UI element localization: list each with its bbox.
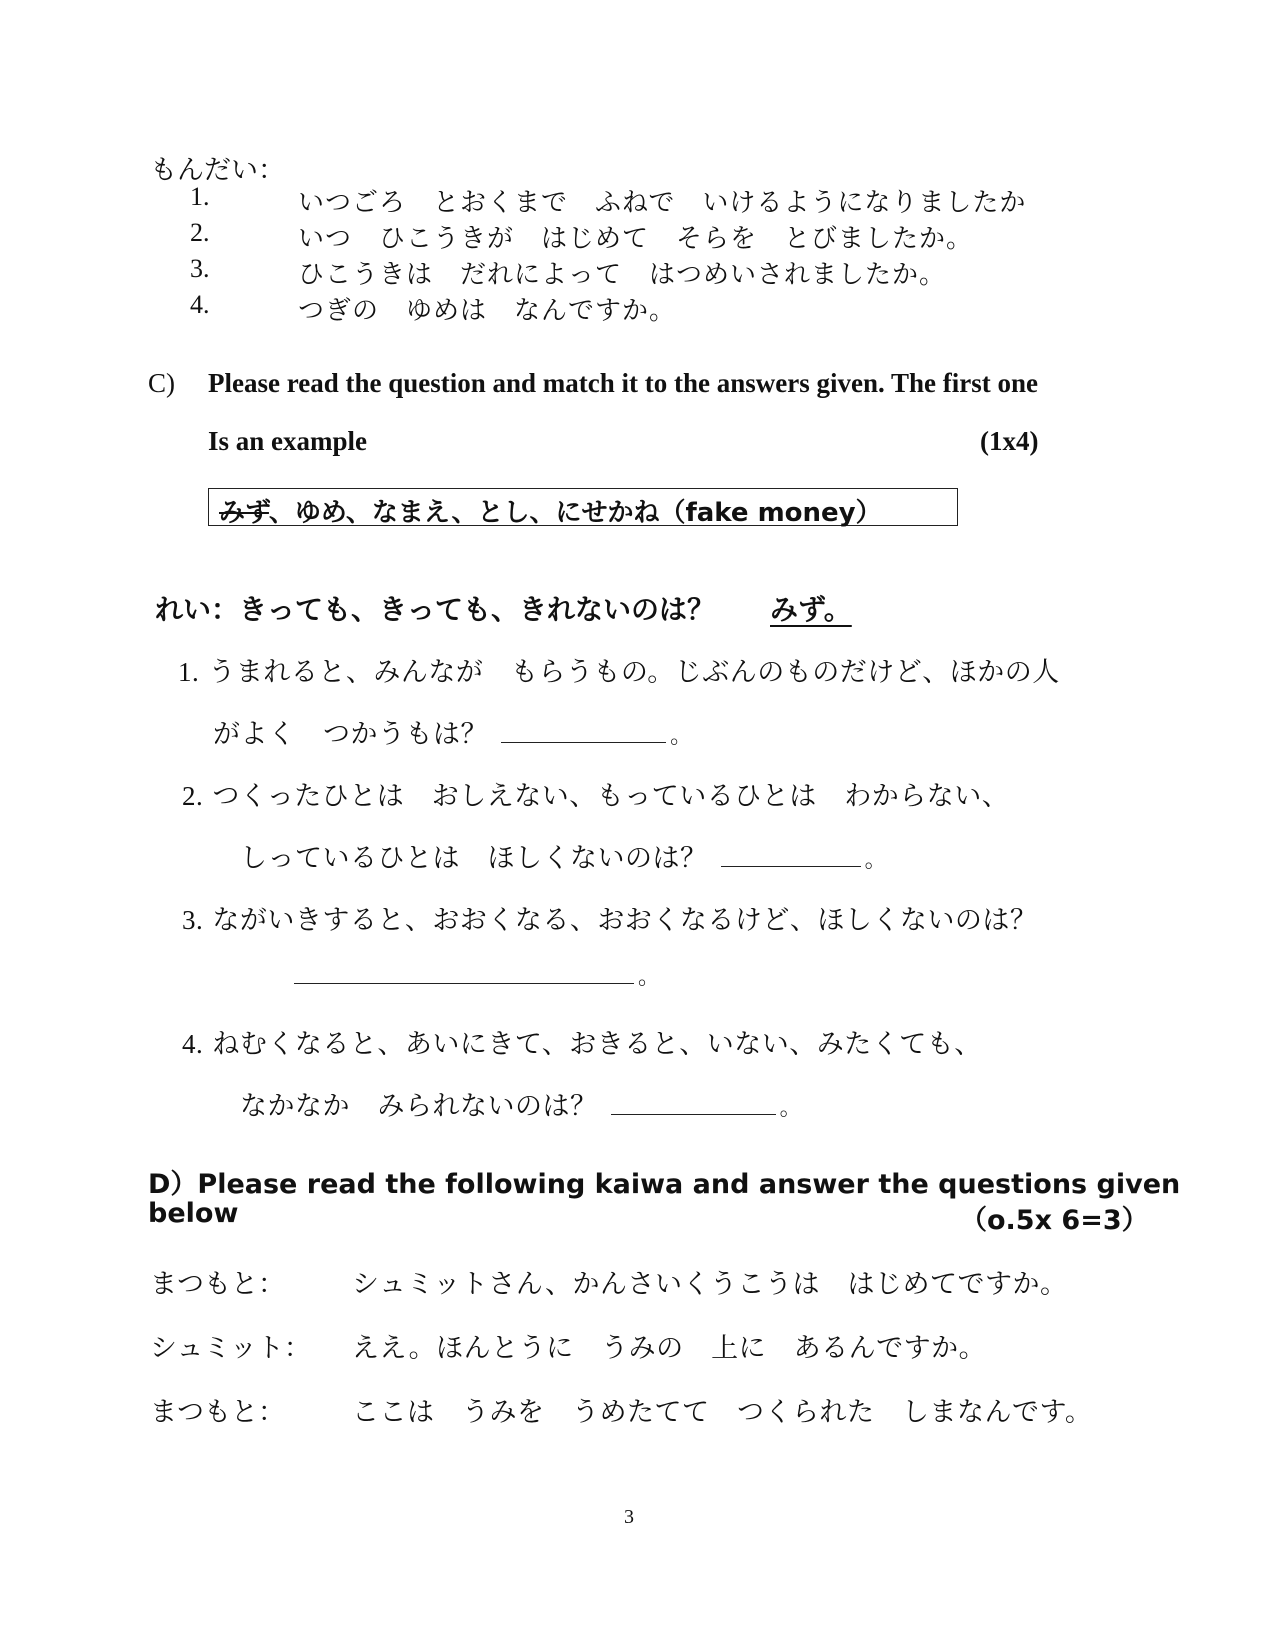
answer-blank[interactable] [721, 852, 861, 867]
section-d-instruction: D）Please read the following kaiwa and answer the questions given [148, 1169, 1181, 1200]
word-bank [219, 492, 882, 529]
dialogue-speaker: まつもと： [150, 1269, 285, 1300]
section-d-instruction-continued: below [148, 1198, 239, 1229]
struck-example-word: みず [219, 498, 269, 528]
riddle-text: ながいきすると、おおくなる、おおくなるけど、ほしくないのは？ [212, 905, 1038, 936]
question-number: 1. [190, 182, 210, 211]
riddle-text: つくったひとは おしえない、もっているひとは わからない、 [212, 781, 1010, 812]
riddle-text: ねむくなると、あいにきて、おきると、いない、みたくても、 [212, 1029, 982, 1060]
example-answer: みず。 [770, 593, 852, 626]
dialogue-line: ここは うみを うめたてて つくられた しまなんです。 [352, 1397, 1093, 1428]
riddle-1 [178, 650, 1060, 689]
riddle-3-continued [290, 960, 661, 991]
example-prompt: れい：きっても、きっても、きれないのは？ [155, 593, 716, 626]
page-number: 3 [624, 1506, 634, 1528]
question-number: 3. [190, 254, 210, 283]
question-text: いつごろ とおくまで ふねで いけるようになりましたか [298, 188, 1027, 218]
riddle-2-continued [240, 836, 887, 875]
dialogue-line: ええ。ほんとうに うみの 上に あるんですか。 [352, 1333, 987, 1364]
riddle-3 [182, 898, 1037, 937]
question-number: 4. [190, 290, 210, 319]
riddle-4-continued [240, 1084, 802, 1123]
dialogue-line: シュミットさん、かんさいくうこうは はじめてですか。 [352, 1269, 1068, 1300]
word-bank-words: 、ゆめ、なまえ、とし、にせかね（fake money） [268, 498, 882, 528]
answer-blank[interactable] [294, 969, 634, 984]
riddle-end: 。 [670, 724, 693, 749]
riddle-end: 。 [864, 848, 888, 873]
section-c-letter: C) [148, 368, 175, 398]
answer-blank[interactable] [501, 728, 666, 743]
section-c-instruction-continued: Is an example [208, 426, 368, 456]
section-d-marks: （o.5x 6=3） [960, 1205, 1149, 1236]
riddle-text: うまれると、みんなが もらうもの。じぶんのものだけど、ほかの人 [208, 657, 1060, 688]
riddle-number: 4. [182, 1029, 204, 1059]
riddle-4 [182, 1022, 982, 1061]
dialogue-speaker: シュミット： [150, 1333, 311, 1364]
riddle-1-continued [213, 712, 693, 751]
riddle-end: 。 [638, 965, 661, 990]
riddle-end: 。 [779, 1096, 803, 1121]
question-text: いつ ひこうきが はじめて そらを とびましたか。 [298, 224, 974, 254]
word-bank-box [208, 488, 958, 526]
section-c-marks: (1x4) [980, 426, 1039, 456]
question-text: ひこうきは だれによって はつめいされましたか。 [298, 260, 947, 290]
riddle-2 [182, 774, 1009, 813]
riddle-number: 2. [182, 781, 204, 811]
mondai-heading: もんだい： [150, 155, 285, 186]
section-c-instruction: Please read the question and match it to the answers given. The first one [208, 368, 1038, 398]
dialogue-speaker: まつもと： [150, 1397, 285, 1428]
question-text: つぎの ゆめは なんですか。 [298, 296, 677, 326]
answer-blank[interactable] [611, 1100, 776, 1115]
riddle-number: 3. [182, 905, 204, 935]
question-number: 2. [190, 218, 210, 247]
riddle-number: 1. [178, 657, 200, 687]
riddle-text: がよく つかうもは？ [213, 719, 488, 750]
riddle-text: なかなか みられないのは？ [240, 1091, 598, 1122]
riddle-text: しっているひとは ほしくないのは？ [240, 843, 708, 874]
